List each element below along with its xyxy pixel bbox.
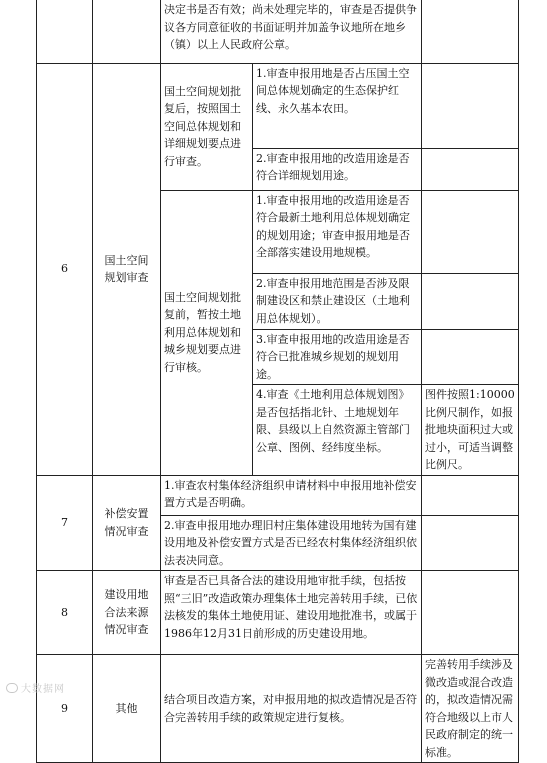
row-number-cell: 8 bbox=[37, 571, 93, 655]
criteria-group-label: 国土空间规划批复前，暂按土地利用总体规划和城乡规划要点进行审核。 bbox=[161, 190, 253, 475]
row-note-cell: 图件按照1:10000比例尺制作，如报批地块面积过大或过小，可适当调整比例尺。 bbox=[422, 385, 519, 476]
row-number-cell: 9 bbox=[37, 655, 93, 763]
row-item-cell: 建设用地合法来源情况审查 bbox=[93, 571, 161, 655]
table-row bbox=[37, 0, 519, 63]
row-content-cell: 决定书是否有效；尚未处理完毕的，审查是否提供争议各方同意征收的书面证明并加盖争议地所在地乡（镇）以上人民政府公章。 bbox=[161, 0, 422, 63]
watermark-logo-icon bbox=[6, 683, 18, 693]
row-number-cell: 7 bbox=[37, 475, 93, 571]
table-row bbox=[37, 63, 519, 148]
row-content-cell: 审查是否已具备合法的建设用地审批手续，包括按照“三旧”改造政策办理集体土地完善转用手续，已依法核发的集体土地使用证、建设用地批准书，或属于1986年12月31日前形成的历史建设用地。 bbox=[161, 571, 422, 655]
row-note-cell bbox=[422, 475, 519, 515]
row-note-cell bbox=[422, 148, 519, 190]
table-row bbox=[37, 475, 519, 515]
check-cell: 1.审查申报用地的改造用途是否符合最新土地利用总体规划确定的规划用途；审查申报用地是否全部落实建设用地规模。 bbox=[253, 190, 422, 273]
row-item-cell: 补偿安置情况审查 bbox=[93, 475, 161, 571]
row-item-cell: 其他 bbox=[93, 655, 161, 763]
row-note-cell bbox=[422, 63, 519, 148]
row-content-cell: 结合项目改造方案，对申报用地的拟改造情况是否符合完善转用手续的政策规定进行复核。 bbox=[161, 655, 422, 763]
row-item-cell: 国土空间规划审查 bbox=[93, 63, 161, 475]
row-note-cell bbox=[422, 571, 519, 655]
check-cell: 2.审查申报用地的改造用途是否符合详细规划用途。 bbox=[253, 148, 422, 190]
row-note-cell bbox=[422, 273, 519, 329]
criteria-group-label: 国土空间规划批复后，按照国土空间总体规划和详细规划要点进行审查。 bbox=[161, 63, 253, 190]
row-note-cell bbox=[422, 329, 519, 385]
table-row bbox=[37, 571, 519, 655]
row-content-cell: 1.审查农村集体经济组织申请材料中申报用地补偿安置方式是否明确。 bbox=[161, 475, 422, 515]
watermark bbox=[6, 681, 65, 699]
watermark-text: 大数据网 bbox=[21, 684, 65, 695]
table-row bbox=[37, 655, 519, 763]
row-note-cell bbox=[422, 0, 519, 63]
row-note-cell bbox=[422, 190, 519, 273]
row-content-cell: 2.审查申报用地办理旧村庄集体建设用地转为国有建设用地及补偿安置方式是否已经农村集体经济组织依法表决同意。 bbox=[161, 515, 422, 571]
row-note-cell: 完善转用手续涉及微改造或混合改造的，拟改造情况需符合地级以上市人民政府制定的统一标准。 bbox=[422, 655, 519, 763]
check-cell: 3.审查申报用地的改造用途是否符合已批准城乡规划的规划用途。 bbox=[253, 329, 422, 385]
review-table bbox=[36, 0, 519, 763]
check-cell: 2.审查申报用地范围是否涉及限制建设区和禁止建设区（土地利用总体规划）。 bbox=[253, 273, 422, 329]
row-number-cell bbox=[37, 0, 93, 63]
row-item-cell bbox=[93, 0, 161, 63]
check-cell: 4.审查《土地利用总体规划图》是否包括指北针、土地规划年限、县级以上自然资源主管部门公章、图例、经纬度坐标。 bbox=[253, 385, 422, 476]
check-cell: 1.审查申报用地是否占压国土空间总体规划确定的生态保护红线、永久基本农田。 bbox=[253, 63, 422, 148]
row-note-cell bbox=[422, 515, 519, 571]
row-number-cell: 6 bbox=[37, 63, 93, 475]
